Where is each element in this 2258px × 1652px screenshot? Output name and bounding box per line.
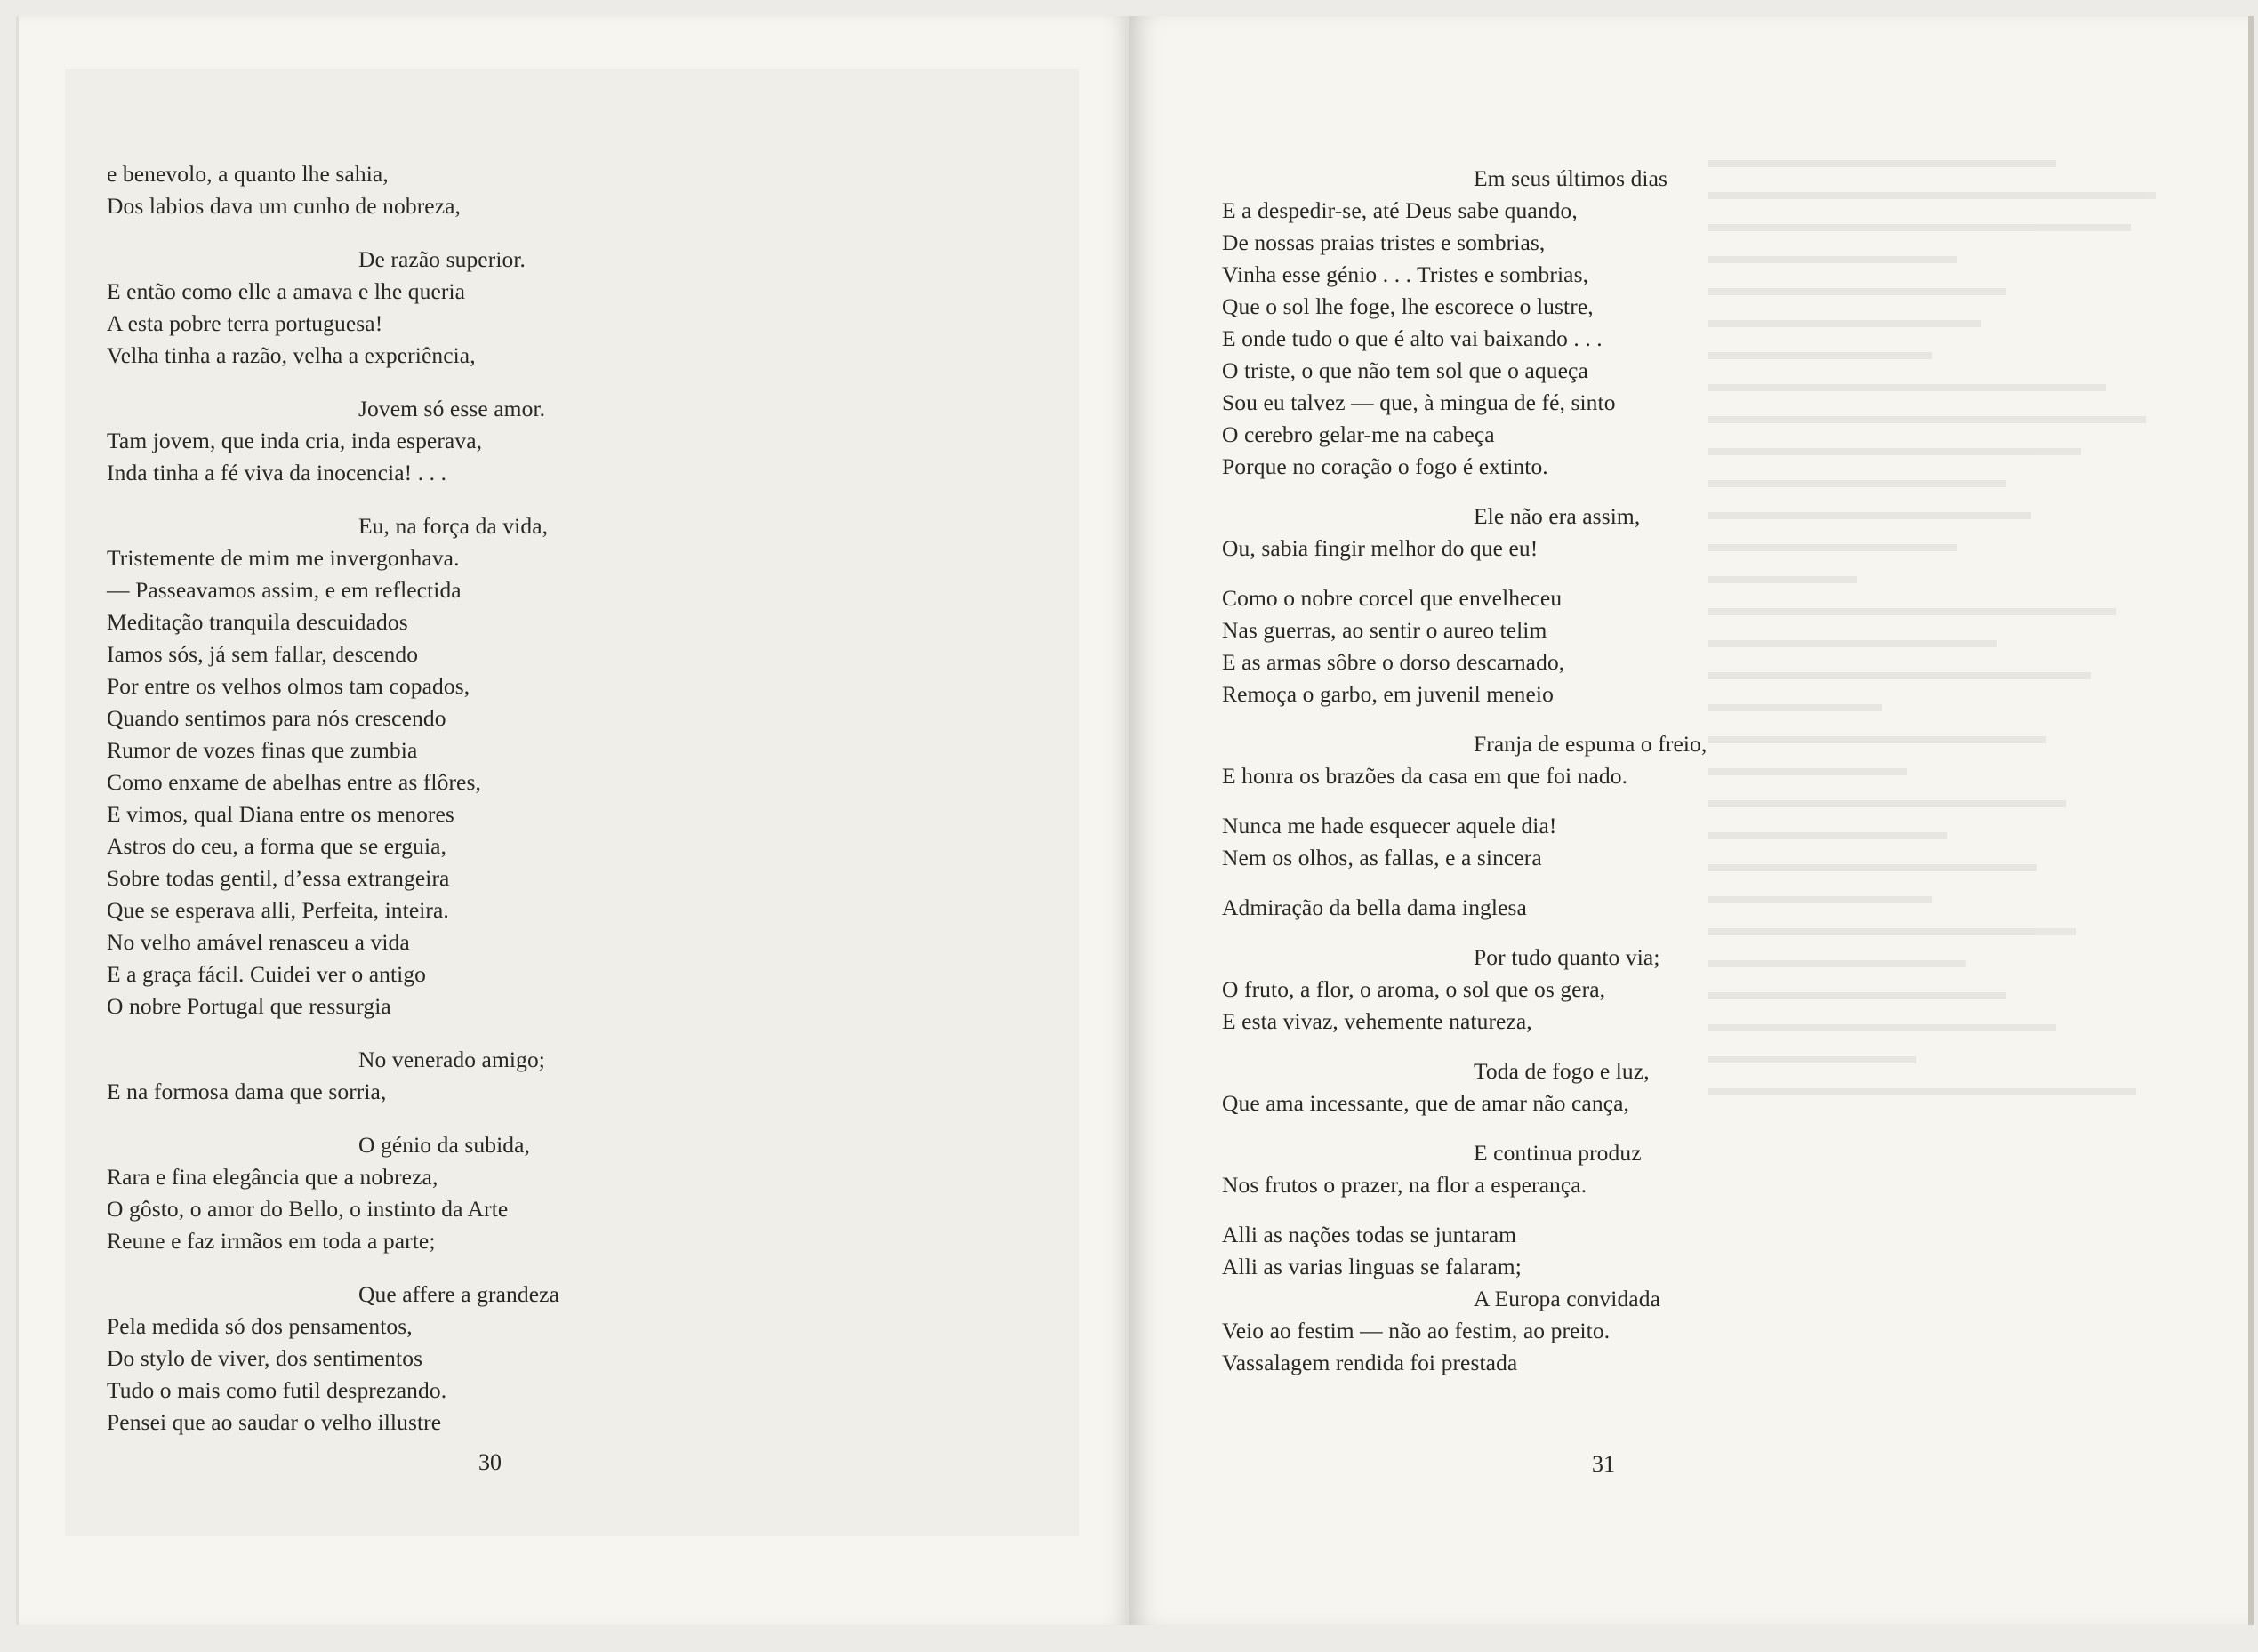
poem-line: Que ama incessante, que de amar não cança, xyxy=(1222,1090,1630,1116)
poem-line: e benevolo, a quanto lhe sahia, xyxy=(107,161,389,187)
poem-line: Astros do ceu, a forma que se erguia, xyxy=(107,833,447,859)
poem-line: Que affere a grandeza xyxy=(358,1281,560,1307)
poem-line: Velha tinha a razão, velha a experiência, xyxy=(107,342,476,368)
poem-line: E as armas sôbre o dorso descarnado, xyxy=(1222,649,1565,675)
poem-line: Reune e faz irmãos em toda a parte; xyxy=(107,1228,436,1254)
poem-line: — Passeavamos assim, e em reflectida xyxy=(107,577,462,603)
poem-line: Do stylo de viver, dos sentimentos xyxy=(107,1345,423,1371)
poem-line: Toda de fogo e luz, xyxy=(1474,1058,1650,1084)
page-number-right: 31 xyxy=(1592,1451,1615,1477)
poem-line: O cerebro gelar-me na cabeça xyxy=(1222,421,1495,447)
poem-line: Ele não era assim, xyxy=(1474,503,1641,529)
poem-line: Remoça o garbo, em juvenil meneio xyxy=(1222,681,1554,707)
stanza-gap xyxy=(107,1022,711,1044)
poem-line: No venerado amigo; xyxy=(358,1047,545,1072)
poem-line: Em seus últimos dias xyxy=(1474,165,1668,191)
poem-line: E na formosa dama que sorria, xyxy=(107,1079,387,1104)
page-number-left: 30 xyxy=(478,1449,502,1475)
poem-line: Iamos sós, já sem fallar, descendo xyxy=(107,641,419,667)
poem-line: E então como elle a amava e lhe queria xyxy=(107,278,466,304)
poem-line: Veio ao festim — não ao festim, ao preito. xyxy=(1222,1318,1611,1343)
poem-line: Quando sentimos para nós crescendo xyxy=(107,705,446,731)
poem-line: Nas guerras, ao sentir o aureo telim xyxy=(1222,617,1547,643)
poem-line: E a despedir-se, até Deus sabe quando, xyxy=(1222,197,1578,223)
poem-line: Vassalagem rendida foi prestada xyxy=(1222,1350,1518,1375)
poem-line: Como o nobre corcel que envelheceu xyxy=(1222,585,1563,611)
poem-line: Franja de espuma o freio, xyxy=(1474,731,1708,757)
stanza-gap xyxy=(1222,1201,1844,1219)
poem-line: O fruto, a flor, o aroma, o sol que os gera, xyxy=(1222,976,1606,1002)
poem-line: Sou eu talvez — que, à mingua de fé, sinto xyxy=(1222,389,1616,415)
poem-line: Alli as nações todas se juntaram xyxy=(1222,1222,1517,1247)
poem-line: Admiração da bella dama inglesa xyxy=(1222,894,1527,920)
poem-line: Rumor de vozes finas que zumbia xyxy=(107,737,418,763)
poem-line: Como enxame de abelhas entre as flôres, xyxy=(107,769,481,795)
poem-line: E vimos, qual Diana entre os menores xyxy=(107,801,454,827)
poem-line: Por tudo quanto via; xyxy=(1474,944,1660,970)
poem-line: Sobre todas gentil, d’essa extrangeira xyxy=(107,865,450,891)
stanza-gap xyxy=(1222,710,1844,728)
stanza-gap xyxy=(107,489,711,510)
poem-line: Que se esperava alli, Perfeita, inteira. xyxy=(107,897,449,923)
poem-line: Pensei que ao saudar o velho illustre xyxy=(107,1409,442,1435)
poem-line: Tristemente de mim me invergonhava. xyxy=(107,545,460,571)
poem-line: Vinha esse génio . . . Tristes e sombrias, xyxy=(1222,261,1589,287)
poem-line: E esta vivaz, vehemente natureza, xyxy=(1222,1008,1532,1034)
poem-line: O nobre Portugal que ressurgia xyxy=(107,993,391,1019)
poem-line: No velho amável renasceu a vida xyxy=(107,929,410,955)
poem-line: Rara e fina elegância que a nobreza, xyxy=(107,1164,438,1190)
stanza-gap xyxy=(107,1108,711,1129)
poem-line: O gôsto, o amor do Bello, o instinto da Arte xyxy=(107,1196,509,1222)
poem-line: Pela medida só dos pensamentos, xyxy=(107,1313,413,1339)
poem-line: E a graça fácil. Cuidei ver o antigo xyxy=(107,961,427,987)
poem-line: A Europa convidada xyxy=(1474,1286,1660,1311)
poem-line: E onde tudo o que é alto vai baixando . . . xyxy=(1222,325,1603,351)
poem-line: O triste, o que não tem sol que o aqueça xyxy=(1222,357,1588,383)
right-poem-column xyxy=(1222,163,1844,1379)
stanza-gap xyxy=(1222,483,1844,501)
poem-line: Nos frutos o prazer, na flor a esperança. xyxy=(1222,1172,1587,1198)
poem-line: Nunca me hade esquecer aquele dia! xyxy=(1222,813,1557,838)
poem-line: Nem os olhos, as fallas, e a sincera xyxy=(1222,845,1542,870)
stanza-gap xyxy=(1222,565,1844,582)
stanza-gap xyxy=(1222,924,1844,942)
poem-line: Alli as varias linguas se falaram; xyxy=(1222,1254,1522,1279)
poem-line: E continua produz xyxy=(1474,1140,1642,1166)
poem-line: Ou, sabia fingir melhor do que eu! xyxy=(1222,535,1539,561)
poem-line: O génio da subida, xyxy=(358,1132,531,1158)
poem-line: Tudo o mais como futil desprezando. xyxy=(107,1377,447,1403)
poem-line: Inda tinha a fé viva da inocencia! . . . xyxy=(107,460,447,485)
poem-line: Que o sol lhe foge, lhe escorece o lustre, xyxy=(1222,293,1594,319)
stanza-gap xyxy=(1222,1119,1844,1137)
stanza-gap xyxy=(107,372,711,393)
stanza-gap xyxy=(107,222,711,244)
poem-line: De nossas praias tristes e sombrias, xyxy=(1222,229,1546,255)
stanza-gap xyxy=(1222,1038,1844,1055)
poem-line: Porque no coração o fogo é extinto. xyxy=(1222,453,1548,479)
poem-line: Tam jovem, que inda cria, inda esperava, xyxy=(107,428,483,453)
stanza-gap xyxy=(107,1257,711,1279)
poem-line: A esta pobre terra portuguesa! xyxy=(107,310,383,336)
poem-line: De razão superior. xyxy=(358,246,526,272)
poem-line: Jovem só esse amor. xyxy=(358,396,546,421)
stanza-gap xyxy=(1222,874,1844,892)
poem-line: Por entre os velhos olmos tam copados, xyxy=(107,673,470,699)
poem-line: Eu, na força da vida, xyxy=(358,513,549,539)
stanza-gap xyxy=(1222,792,1844,810)
poem-line: Meditação tranquila descuidados xyxy=(107,609,408,635)
poem-line: E honra os brazões da casa em que foi nado. xyxy=(1222,763,1628,789)
poem-line: Dos labios dava um cunho de nobreza, xyxy=(107,193,462,219)
left-poem-column xyxy=(107,158,711,1439)
